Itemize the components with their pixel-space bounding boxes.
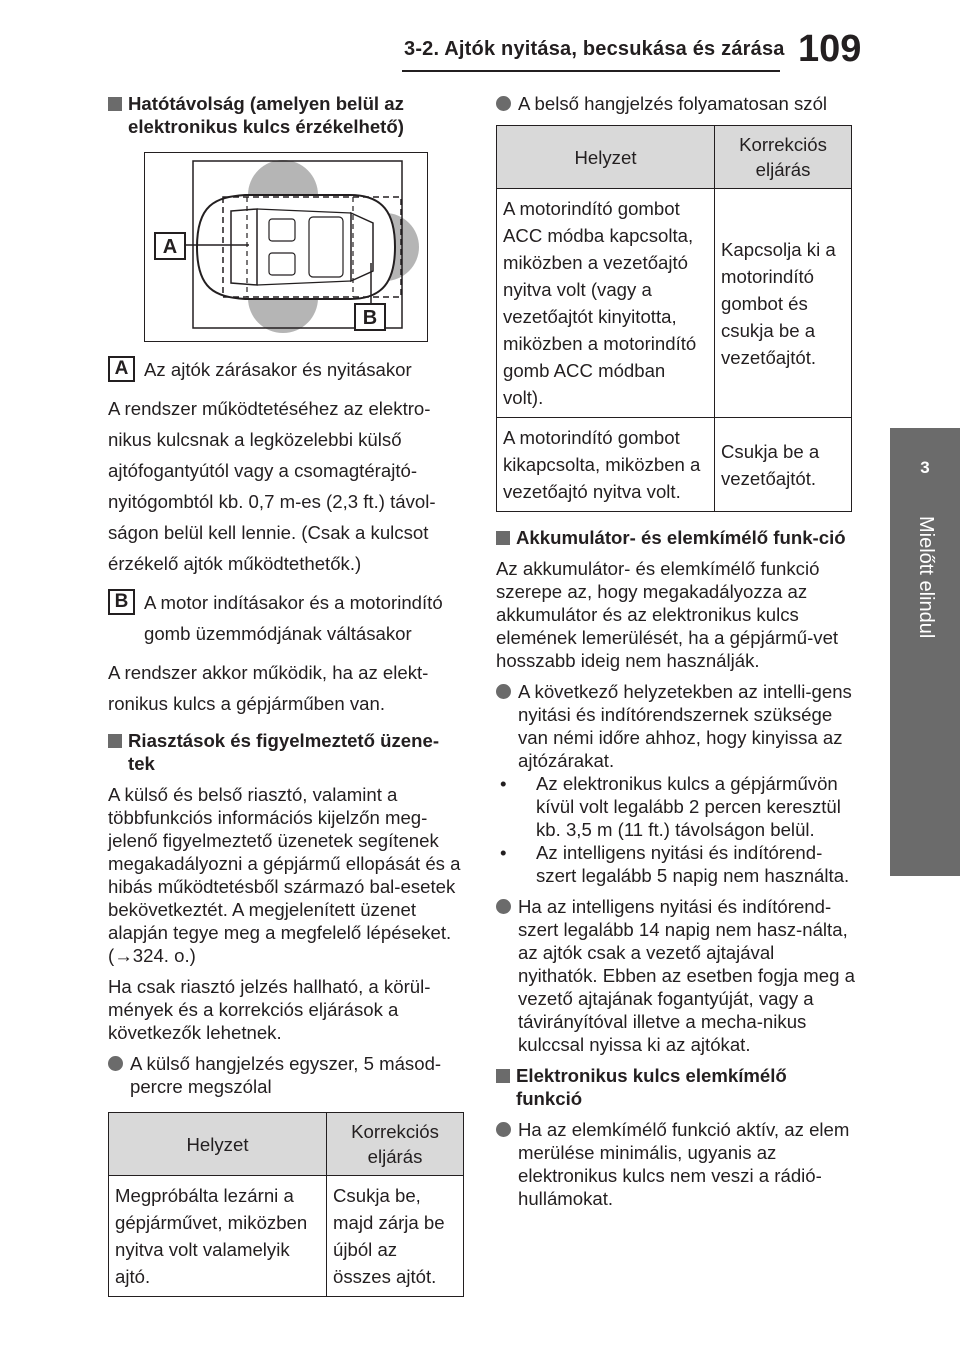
- square-bullet-icon: [496, 531, 510, 545]
- figure-label-a: A: [162, 236, 178, 258]
- range-paragraph-a: A rendszer működtetéséhez az elektro-nikus kulcsnak a legközelebbi külső ajtófogantyútól vagy a csomagtérajtó-nyitógombtól kb. 0,7 m-es (2,3 ft.) távol-ságon belül kell lennie. (Csak a kulcsot érzékelő ajtók működtethetők.): [108, 398, 436, 574]
- range-paragraph-b: A rendszer akkor működik, ha az elekt-ronikus kulcs a gépjárműben van.: [108, 662, 429, 714]
- delay-subitem-1: • Az elektronikus kulcs a gépjárművön kívül volt legalább 2 percen keresztül kb. 3,5 m (11 ft.) távolságon belül.: [500, 773, 841, 840]
- legend-b: [108, 587, 464, 649]
- chapter-tab: [890, 428, 960, 876]
- table-header-cell: Helyzet: [109, 1113, 327, 1176]
- table-header-cell: Helyzet: [497, 126, 715, 189]
- range-figure: [144, 152, 428, 342]
- range-heading: Hatótávolság (amelyen belül az elektronikus kulcs érzékelhető): [108, 92, 464, 138]
- figure-label-b: B: [362, 307, 378, 329]
- internal-alarm-bullet: A belső hangjelzés folyamatosan szól: [496, 92, 856, 115]
- chapter-title: Mielőtt elindul: [915, 516, 937, 639]
- chapter-number: 3: [920, 458, 930, 477]
- table-header-cell: Korrekciós eljárás: [327, 1113, 464, 1176]
- table-row: [497, 189, 852, 418]
- section-title: 3-2. Ajtók nyitása, becsukása és zárása: [404, 38, 785, 60]
- round-bullet-icon: [496, 96, 511, 111]
- right-column: [496, 92, 856, 1218]
- legend-b-label: B: [108, 589, 135, 615]
- car-range-diagram: [145, 153, 426, 340]
- external-alarm-bullet: A külső hangjelzés egyszer, 5 másod-percre megszólal: [108, 1052, 464, 1098]
- legend-a: [108, 354, 464, 385]
- alarms-paragraph-2: Ha csak riasztó jelzés hallható, a körül-mények és a korrekciós eljárások a következők lehetnek.: [108, 976, 431, 1043]
- square-bullet-icon: [108, 97, 122, 111]
- legend-a-label: A: [108, 356, 135, 382]
- chapter-title-wrap: [890, 516, 960, 736]
- key-battery-bullet: Ha az elemkímélő funkció aktív, az elem merülése minimális, ugyanis az elektronikus kulcs nem veszi a rádió-hullámokat.: [496, 1118, 856, 1210]
- table-header-row: [109, 1113, 464, 1176]
- table-cell: A motorindító gombot kikapcsolta, miközben a vezetőajtó nyitva volt.: [497, 418, 715, 512]
- delay-subitem-2: • Az intelligens nyitási és indítórend-szert legalább 5 napig nem használta.: [500, 842, 850, 886]
- battery-saver-paragraph: Az akkumulátor- és elemkímélő funkció szerepe az, hogy megakadályozza az akkumulátor és az elektronikus kulcs elemének lemerülését, ha a gépjármű-vet hosszabb ideig nem használják.: [496, 558, 839, 671]
- round-bullet-icon: [496, 899, 511, 914]
- square-bullet-icon: [108, 734, 122, 748]
- external-alarm-table: [108, 1112, 464, 1297]
- table-header-cell: Korrekciós eljárás: [715, 126, 852, 189]
- delay-bullet: A következő helyzetekben az intelli-gens nyitási és indítórendszernek szüksége van némi időre ahhoz, hogy kinyissa az ajtózárakat.: [496, 680, 856, 772]
- table-header-row: [497, 126, 852, 189]
- table-cell: Kapcsolja ki a motorindító gombot és csukja be a vezetőajtót.: [715, 189, 852, 418]
- page-number: 109: [798, 28, 862, 70]
- page-header: [0, 0, 960, 80]
- key-battery-heading: Elektronikus kulcs elemkímélő funkció: [496, 1064, 856, 1110]
- legend-b-text: A motor indításakor és a motorindító gomb üzemmódjának váltásakor: [144, 592, 443, 644]
- square-bullet-icon: [496, 1069, 510, 1083]
- table-cell: A motorindító gombot ACC módba kapcsolta, miközben a vezetőajtó nyitva volt (vagy a vezetőajtót kinyitotta, miközben a motorindító gomb ACC módban volt).: [497, 189, 715, 418]
- round-bullet-icon: [108, 1056, 123, 1071]
- alarms-heading: Riasztások és figyelmeztető üzene-tek: [108, 729, 464, 775]
- round-bullet-icon: [496, 1122, 511, 1137]
- legend-a-text: Az ajtók zárásakor és nyitásakor: [144, 359, 412, 380]
- internal-alarm-table: [496, 125, 852, 512]
- sub-bullet-marker: •: [500, 842, 507, 863]
- left-column: [108, 92, 464, 1297]
- table-cell: Megpróbálta lezárni a gépjárművet, miközben nyitva volt valamelyik ajtó.: [109, 1176, 327, 1297]
- table-row: [109, 1176, 464, 1297]
- table-cell: Csukja be a vezetőajtót.: [715, 418, 852, 512]
- battery-saver-heading: Akkumulátor- és elemkímélő funk-ció: [496, 526, 856, 549]
- header-rule: [402, 70, 780, 72]
- unused-14-days-bullet: Ha az intelligens nyitási és indítórend-szert legalább 14 napig nem hasz-nálta, az ajtók csak a vezető ajtajával nyithatók. Ebben az esetben fogja meg a vezető ajtajának fogantyúját, vagy a távirányítóval illetve a mecha-nikus kulccsal nyissa ki az ajtókat.: [496, 895, 856, 1056]
- sub-bullet-marker: •: [500, 773, 507, 794]
- table-row: [497, 418, 852, 512]
- alarms-paragraph-1: A külső és belső riasztó, valamint a többfunkciós információs kijelzőn meg-jelenő figyelmeztető üzenetek segítenek megakadályozni a gépjármű ellopását és a hibás működtetésből származó bal-esetek bekövetkeztét. A megjelenített üzenet alapján tegye meg a megfelelő lépéseket. (→324. o.): [108, 784, 461, 966]
- table-cell: Csukja be, majd zárja be újból az összes ajtót.: [327, 1176, 464, 1297]
- round-bullet-icon: [496, 684, 511, 699]
